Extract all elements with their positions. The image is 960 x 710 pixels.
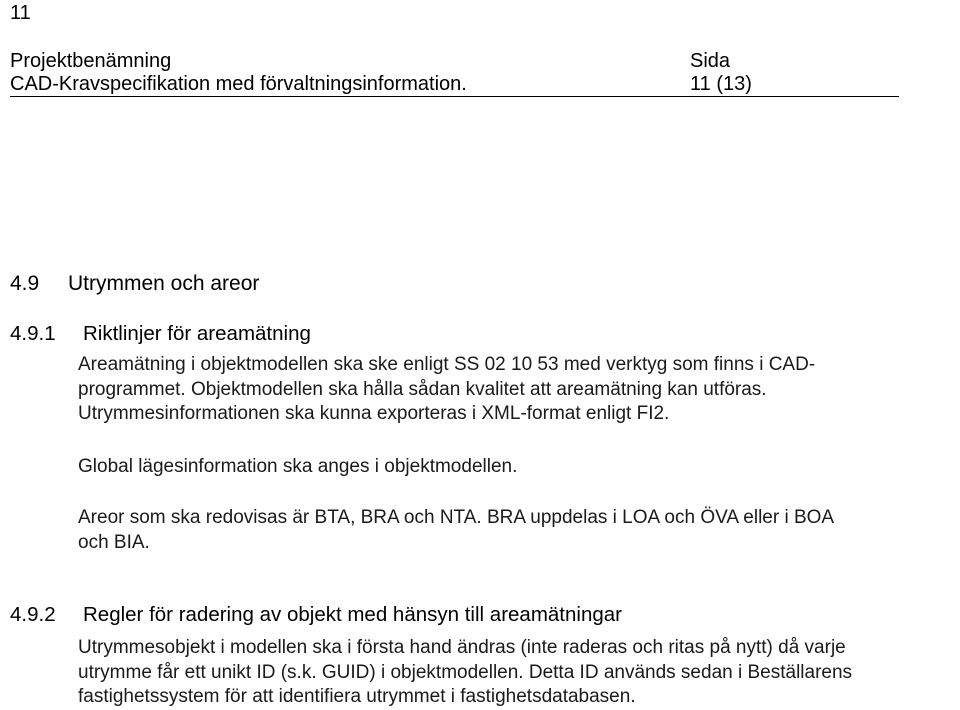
section-number: 4.9 [10,272,40,295]
page-count: 11 (13) [690,73,752,95]
subsection-number: 4.9.2 [10,603,56,626]
text-line: och BIA. [78,531,150,553]
header-divider [10,96,899,97]
page-number: 11 [10,2,31,24]
subsection-title: Regler för radering av objekt med hänsyn till areamätningar [83,603,622,626]
text-line: fastighetssystem för att identifiera utrymmet i fastighetsdatabasen. [78,686,636,707]
paragraph [78,636,958,710]
paragraph [78,455,958,480]
text-line: Utrymmesinformationen ska kunna exporteras i XML-format enligt FI2. [78,403,670,424]
subsection-title: Riktlinjer för areamätning [83,322,311,345]
text-line: programmet. Objektmodellen ska hålla sådan kvalitet att areamätning kan utföras. [78,378,767,400]
text-line: Areamätning i objektmodellen ska ske enligt SS 02 10 53 med verktyg som finns i CAD- [78,354,816,375]
project-name-label: Projektbenämning [10,50,172,72]
section-title: Utrymmen och areor [68,272,260,295]
text-line: Global lägesinformation ska anges i objektmodellen. [78,456,518,477]
text-line: utrymme får ett unikt ID (s.k. GUID) i objektmodellen. Detta ID används sedan i Beställarens [78,661,853,683]
text-line: Utrymmesobjekt i modellen ska i första hand ändras (inte raderas och ritas på nytt) då varje [78,637,846,658]
paragraph [78,506,958,555]
subsection-number: 4.9.1 [10,322,56,345]
text-line: Areor som ska redovisas är BTA, BRA och NTA. BRA uppdelas i LOA och ÖVA eller i BOA [78,507,835,528]
project-title: CAD-Kravspecifikation med förvaltningsinformation. [10,73,467,95]
paragraph [78,353,958,427]
page-label: Sida [690,50,731,72]
